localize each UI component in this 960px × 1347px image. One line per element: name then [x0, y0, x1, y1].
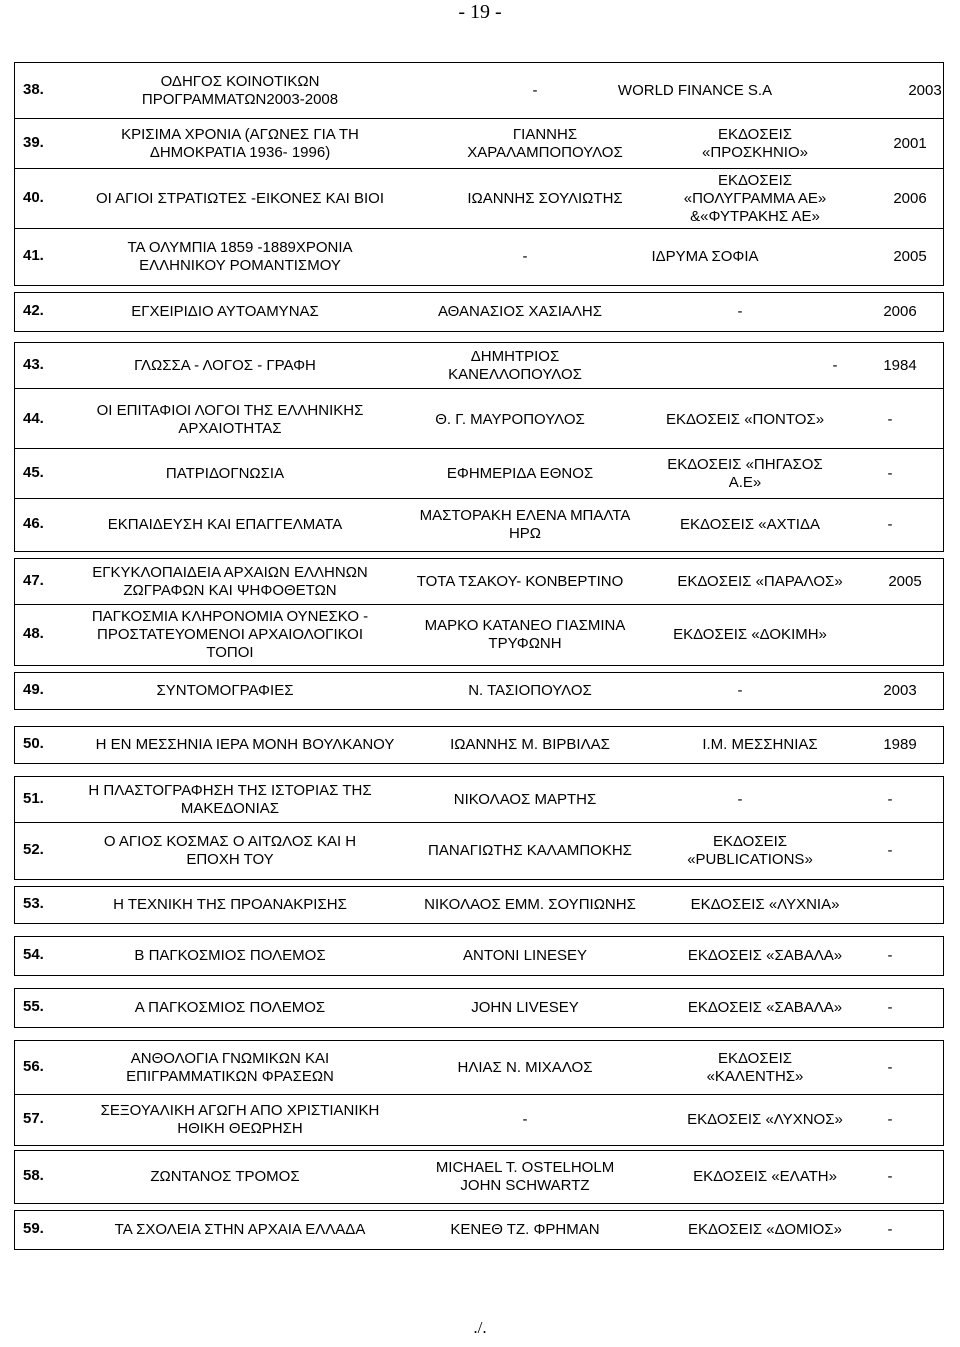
table-row: [14, 1210, 944, 1250]
row-number: 56.: [23, 1058, 44, 1075]
cell-publisher: ΕΚΔΟΣΕΙΣ «ΠΑΡΑΛΟΣ»: [677, 572, 843, 590]
cell-author: ΜΑΡΚΟ ΚΑΤΑΝΕΟ ΓΙΑΣΜΙΝΑ ΤΡΥΦΩΝΗ: [424, 616, 626, 652]
table-row: [14, 776, 944, 824]
cell-author: ANTONI LINESEY: [463, 946, 587, 964]
cell-extra: ΙΔΡΥΜΑ ΣΟΦΙΑ: [651, 247, 759, 265]
row-number: 52.: [23, 841, 44, 858]
table-row: [14, 228, 944, 286]
cell-year: 2006: [883, 302, 917, 320]
table-row: [14, 118, 944, 170]
cell-author: JOHN LIVESEY: [471, 998, 579, 1016]
cell-year: -: [887, 841, 893, 859]
table-row: [14, 342, 944, 390]
cell-publisher: ΕΚΔΟΣΕΙΣ «ΔΟΜΙΟΣ»: [688, 1220, 842, 1238]
row-number: 51.: [23, 790, 44, 807]
cell-year: -: [887, 1220, 893, 1238]
cell-author: ΙΩΑΝΝΗΣ Μ. ΒΙΡΒΙΛΑΣ: [450, 735, 610, 753]
cell-publisher: -: [737, 790, 743, 808]
table-row: [14, 448, 944, 500]
cell-publisher: ΕΚΔΟΣΕΙΣ «PUBLICATIONS»: [687, 832, 813, 868]
table-row: [14, 822, 944, 880]
row-number: 42.: [23, 302, 44, 319]
cell-year: -: [887, 1110, 893, 1128]
cell-author: ΓΙΑΝΝΗΣ ΧΑΡΑΛΑΜΠΟΠΟΥΛΟΣ: [467, 125, 623, 161]
cell-title: ΖΩΝΤΑΝΟΣ ΤΡΟΜΟΣ: [150, 1167, 300, 1185]
cell-title: Η ΠΛΑΣΤΟΓΡΑΦΗΣΗ ΤΗΣ ΙΣΤΟΡΙΑΣ ΤΗΣ ΜΑΚΕΔΟΝΙΑΣ: [88, 781, 372, 817]
row-number: 58.: [23, 1167, 44, 1184]
cell-author: ΔΗΜΗΤΡΙΟΣ ΚΑΝΕΛΛΟΠΟΥΛΟΣ: [448, 347, 582, 383]
cell-publisher: ΕΚΔΟΣΕΙΣ «ΠΟΛΥΓΡΑΜΜΑ ΑΕ» &«ΦΥΤΡΑΚΗΣ ΑΕ»: [683, 171, 827, 225]
cell-publisher: -: [737, 302, 743, 320]
row-number: 38.: [23, 81, 44, 98]
cell-year: 2006: [893, 189, 927, 207]
cell-title: ΠΑΤΡΙΔΟΓΝΩΣΙΑ: [165, 464, 285, 482]
cell-title: Ο ΑΓΙΟΣ ΚΟΣΜΑΣ Ο ΑΙΤΩΛΟΣ ΚΑΙ Η ΕΠΟΧΗ ΤΟΥ: [103, 832, 357, 868]
cell-publisher: ΕΚΔΟΣΕΙΣ «ΔΟΚΙΜΗ»: [673, 625, 827, 643]
cell-title: ΕΚΠΑΙΔΕΥΣΗ ΚΑΙ ΕΠΑΓΓΕΛΜΑΤΑ: [107, 515, 343, 533]
row-number: 59.: [23, 1220, 44, 1237]
table-row: [14, 1040, 944, 1096]
table-row: [14, 1094, 944, 1146]
row-number: 43.: [23, 356, 44, 373]
row-number: 54.: [23, 946, 44, 963]
page-number: - 19 -: [458, 1, 502, 23]
cell-publisher: -: [832, 356, 838, 374]
cell-publisher: ΕΚΔΟΣΕΙΣ «ΑΧΤΙΔΑ: [680, 515, 820, 533]
cell-publisher: ΕΚΔΟΣΕΙΣ «ΚΑΛΕΝΤΗΣ»: [706, 1049, 804, 1085]
cell-title: ΤΑ ΟΛΥΜΠΙΑ 1859 -1889ΧΡΟΝΙΑ ΕΛΛΗΝΙΚΟΥ ΡΟΜΑΝΤΙΣΜΟΥ: [127, 238, 353, 274]
row-number: 44.: [23, 410, 44, 427]
table-row: [14, 168, 944, 230]
cell-author: ΤΟΤΑ ΤΣΑΚΟΥ- ΚΟΝΒΕΡΤΙΝΟ: [416, 572, 624, 590]
cell-year: -: [887, 998, 893, 1016]
cell-author: ΝΙΚΟΛΑΟΣ ΕΜΜ. ΣΟΥΠΙΩΝΗΣ: [424, 895, 636, 913]
row-number: 49.: [23, 681, 44, 698]
cell-title: ΓΛΩΣΣΑ - ΛΟΓΟΣ - ΓΡΑΦΗ: [134, 356, 316, 374]
table-row: [14, 558, 944, 606]
cell-author: Θ. Γ. ΜΑΥΡΟΠΟΥΛΟΣ: [435, 410, 585, 428]
cell-title: ΟΙ ΑΓΙΟΙ ΣΤΡΑΤΙΩΤΕΣ -ΕΙΚΟΝΕΣ ΚΑΙ ΒΙΟΙ: [96, 189, 384, 207]
table-row: [14, 726, 944, 764]
table-row: [14, 886, 944, 924]
row-number: 45.: [23, 464, 44, 481]
cell-publisher: Ι.Μ. ΜΕΣΣΗΝΙΑΣ: [702, 735, 818, 753]
cell-author: ΠΑΝΑΓΙΩΤΗΣ ΚΑΛΑΜΠΟΚΗΣ: [428, 841, 632, 859]
cell-publisher: ΕΚΔΟΣΕΙΣ «ΕΛΑΤΗ»: [693, 1167, 837, 1185]
cell-year: -: [887, 410, 893, 428]
cell-publisher: ΕΚΔΟΣΕΙΣ «ΣΑΒΑΛΑ»: [687, 998, 843, 1016]
cell-title: ΚΡΙΣΙΜΑ ΧΡΟΝΙΑ (ΑΓΩΝΕΣ ΓΙΑ ΤΗ ΔΗΜΟΚΡΑΤΙΑ 1936- 1996): [121, 125, 359, 161]
cell-year: 2001: [893, 134, 927, 152]
table-row: [14, 388, 944, 452]
cell-publisher: -: [522, 247, 528, 265]
cell-title: Η ΕΝ ΜΕΣΣΗΝΙΑ ΙΕΡΑ ΜΟΝΗ ΒΟΥΛΚΑΝΟΥ: [95, 735, 395, 753]
cell-year: -: [887, 1167, 893, 1185]
row-number: 50.: [23, 735, 44, 752]
cell-year: 1984: [883, 356, 917, 374]
cell-author: Ν. ΤΑΣΙΟΠΟΥΛΟΣ: [468, 681, 592, 699]
cell-title: Η ΤΕΧΝΙΚΗ ΤΗΣ ΠΡΟΑΝΑΚΡΙΣΗΣ: [113, 895, 347, 913]
cell-author: ΚΕΝΕΘ ΤΖ. ΦΡΗΜΑΝ: [450, 1220, 600, 1238]
table-row: [14, 62, 944, 120]
cell-author: ΗΛΙΑΣ Ν. ΜΙΧΑΛΟΣ: [457, 1058, 593, 1076]
cell-publisher: ΕΚΔΟΣΕΙΣ «ΠΟΝΤΟΣ»: [665, 410, 825, 428]
row-number: 53.: [23, 895, 44, 912]
cell-year: 1989: [883, 735, 917, 753]
cell-publisher: ΕΚΔΟΣΕΙΣ «ΠΡΟΣΚΗΝΙΟ»: [702, 125, 808, 161]
table-row: [14, 1150, 944, 1204]
cell-publisher: ΕΚΔΟΣΕΙΣ «ΣΑΒΑΛΑ»: [687, 946, 843, 964]
cell-year: 2003: [908, 81, 942, 99]
cell-title: ΤΑ ΣΧΟΛΕΙΑ ΣΤΗΝ ΑΡΧΑΙΑ ΕΛΛΑΔΑ: [114, 1220, 366, 1238]
cell-year: -: [887, 946, 893, 964]
page-footer: ./.: [473, 1318, 487, 1337]
row-number: 41.: [23, 247, 44, 264]
row-number: 40.: [23, 189, 44, 206]
cell-title: ΕΓΧΕΙΡΙΔΙΟ ΑΥΤΟΑΜΥΝΑΣ: [131, 302, 319, 320]
cell-title: ΣΕΞΟΥΑΛΙΚΗ ΑΓΩΓΗ ΑΠΟ ΧΡΙΣΤΙΑΝΙΚΗ ΗΘΙΚΗ ΘΕΩΡΗΣΗ: [100, 1101, 380, 1137]
table-row: [14, 672, 944, 710]
cell-author: ΜΑΣΤΟΡΑΚΗ ΕΛΕΝΑ ΜΠΑΛΤΑ ΗΡΩ: [419, 506, 631, 542]
table-row: [14, 292, 944, 332]
cell-title: ΕΓΚΥΚΛΟΠΑΙΔΕΙΑ ΑΡΧΑΙΩΝ ΕΛΛΗΝΩΝ ΖΩΓΡΑΦΩΝ ΚΑΙ ΨΗΦΟΘΕΤΩΝ: [92, 563, 368, 599]
cell-year: -: [887, 515, 893, 533]
cell-publisher: -: [532, 81, 538, 99]
cell-title: ΑΝΘΟΛΟΓΙΑ ΓΝΩΜΙΚΩΝ ΚΑΙ ΕΠΙΓΡΑΜΜΑΤΙΚΩΝ ΦΡΑΣΕΩΝ: [126, 1049, 334, 1085]
cell-publisher: ΕΚΔΟΣΕΙΣ «ΛΥΧΝΙΑ»: [690, 895, 840, 913]
cell-author: -: [522, 1110, 528, 1128]
cell-author: ΑΘΑΝΑΣΙΟΣ ΧΑΣΙΑΛΗΣ: [437, 302, 603, 320]
cell-title: Β ΠΑΓΚΟΣΜΙΟΣ ΠΟΛΕΜΟΣ: [134, 946, 326, 964]
cell-title: ΟΙ ΕΠΙΤΑΦΙΟΙ ΛΟΓΟΙ ΤΗΣ ΕΛΛΗΝΙΚΗΣ ΑΡΧΑΙΟΤΗΤΑΣ: [96, 401, 364, 437]
row-number: 39.: [23, 134, 44, 151]
cell-author: MICHAEL T. OSTELHOLM JOHN SCHWARTZ: [435, 1158, 615, 1194]
cell-author: ΕΦΗΜΕΡΙΔΑ ΕΘΝΟΣ: [446, 464, 594, 482]
cell-year: 2003: [883, 681, 917, 699]
row-number: 48.: [23, 625, 44, 642]
cell-publisher: ΕΚΔΟΣΕΙΣ «ΠΗΓΑΣΟΣ Α.Ε»: [667, 455, 823, 491]
cell-title: ΟΔΗΓΟΣ ΚΟΙΝΟΤΙΚΩΝ ΠΡΟΓΡΑΜΜΑΤΩΝ2003-2008: [141, 72, 339, 108]
cell-year: -: [887, 1058, 893, 1076]
cell-year: 2005: [888, 572, 922, 590]
row-number: 46.: [23, 515, 44, 532]
cell-year: 2005: [893, 247, 927, 265]
cell-publisher: -: [737, 681, 743, 699]
cell-title: ΣΥΝΤΟΜΟΓΡΑΦΙΕΣ: [156, 681, 294, 699]
table-row: [14, 936, 944, 976]
cell-year: -: [887, 790, 893, 808]
cell-author: ΙΩΑΝΝΗΣ ΣΟΥΛΙΩΤΗΣ: [467, 189, 623, 207]
cell-extra: WORLD FINANCE S.A: [617, 81, 773, 99]
cell-year: -: [887, 464, 893, 482]
row-number: 47.: [23, 572, 44, 589]
row-number: 55.: [23, 998, 44, 1015]
table-row: [14, 604, 944, 666]
row-number: 57.: [23, 1110, 44, 1127]
cell-author: ΝΙΚΟΛΑΟΣ ΜΑΡΤΗΣ: [453, 790, 597, 808]
cell-publisher: ΕΚΔΟΣΕΙΣ «ΛΥΧΝΟΣ»: [687, 1110, 843, 1128]
table-row: [14, 988, 944, 1028]
table-row: [14, 498, 944, 552]
cell-title: Α ΠΑΓΚΟΣΜΙΟΣ ΠΟΛΕΜΟΣ: [134, 998, 326, 1016]
cell-title: ΠΑΓΚΟΣΜΙΑ ΚΛΗΡΟΝΟΜΙΑ ΟΥΝΕΣΚΟ - ΠΡΟΣΤΑΤΕΥΟΜΕΝΟΙ ΑΡΧΑΙΟΛΟΓΙΚΟΙ ΤΟΠΟΙ: [91, 607, 369, 661]
